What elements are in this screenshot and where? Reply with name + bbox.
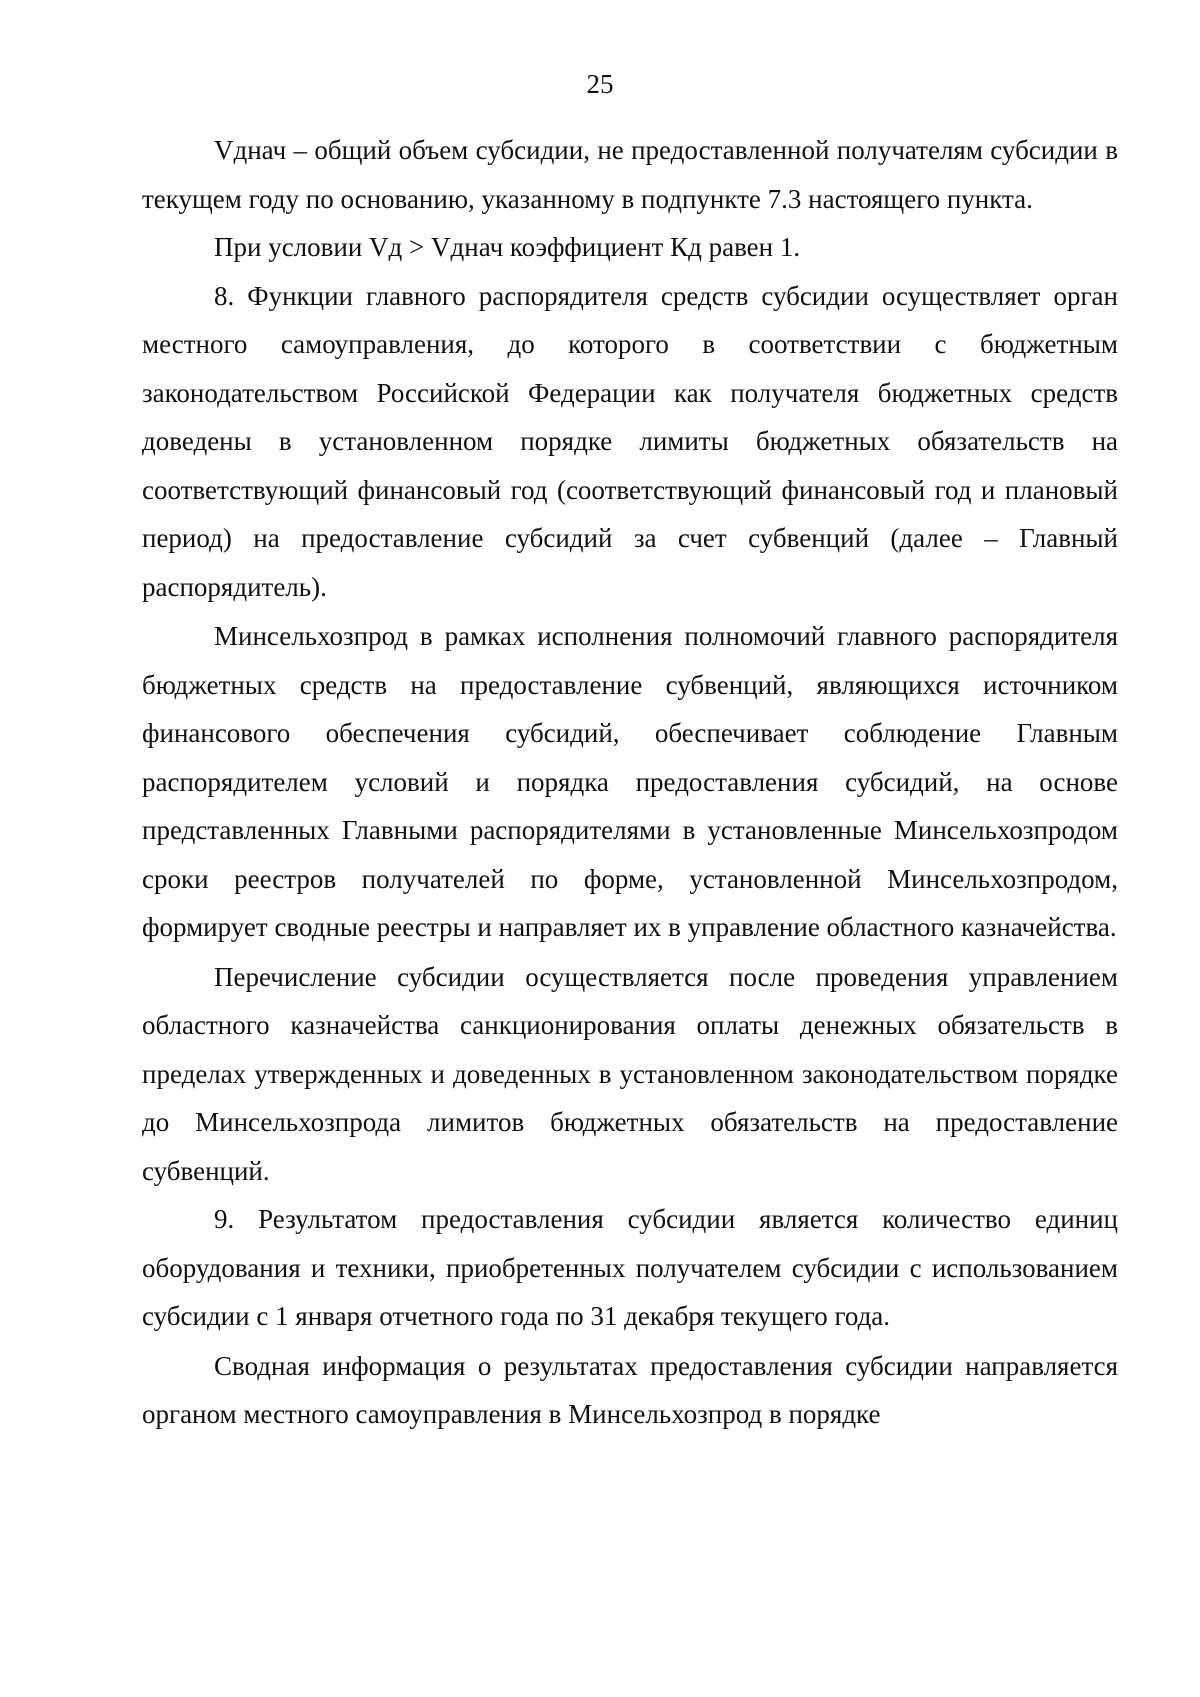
page-number: 25 xyxy=(586,69,614,99)
paragraph-item-8-main-distributor: 8. Функции главного распорядителя средств субсидии осуществляет орган местного самоуправления, до которого в соответствии с бюджетным законодательством Российской Федерации как получателя бюджетных средств доведены в установленном порядке лимиты бюджетных обязательств на соответствующий финансовый год (соответствующий финансовый год и плановый период) на предоставление субсидий за счет субвенций (далее – Главный распорядитель). xyxy=(142,280,1118,602)
document-body xyxy=(142,126,1118,1439)
paragraph-item-9-result: 9. Результатом предоставления субсидии является количество единиц оборудования и техники, приобретенных получателем субсидии с использованием субсидии с 1 января отчетного года по 31 декабря текущего года. xyxy=(142,1204,1118,1331)
paragraph-summary-information: Сводная информация о результатах предоставления субсидии направляется органом местного самоуправления в Минсельхозпрод в порядке xyxy=(142,1350,1118,1429)
paragraph-subsidy-transfer: Перечисление субсидии осуществляется после проведения управлением областного казначейства санкционирования оплаты денежных обязательств в пределах утвержденных и доведенных в установленном законодательством порядке до Минсельхозпрода лимитов бюджетных обязательств на предоставление субвенций. xyxy=(142,961,1118,1186)
paragraph-vdnach-definition: Vднач – общий объем субсидии, не предоставленной получателям субсидии в текущем году по основанию, указанному в подпункте 7.3 настоящего пункта. xyxy=(142,135,1118,214)
paragraph-kd-condition: При условии Vд > Vднач коэффициент Кд равен 1. xyxy=(214,232,801,262)
paragraph-minselkhozprod-powers: Минсельхозпрод в рамках исполнения полномочий главного распорядителя бюджетных средств на предоставление субвенций, являющихся источником финансового обеспечения субсидий, обеспечивает соблюдение Главным распорядителем условий и порядка предоставления субсидий, на основе представленных Главными распорядителями в установленные Минсельхозпродом сроки реестров получателей по форме, установленной Минсельхозпродом, формирует сводные реестры и направляет их в управление областного казначейства. xyxy=(142,621,1118,942)
